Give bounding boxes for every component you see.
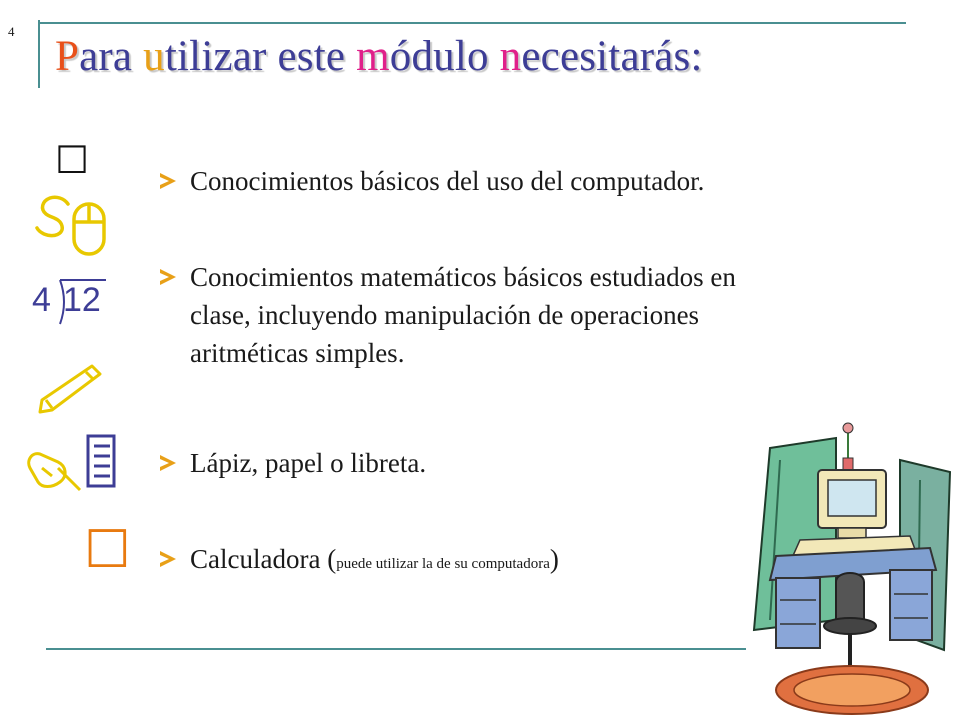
bullet-arrow-icon xyxy=(160,269,176,285)
list-item-line: Conocimientos matemáticos básicos estudiados en xyxy=(190,262,736,292)
writing-hand-notepad-icon xyxy=(22,432,118,496)
title-letter: n xyxy=(499,33,522,80)
title-text: ódulo xyxy=(389,33,500,80)
title-text: tilizar este xyxy=(164,33,357,80)
bullet-arrow-icon xyxy=(160,455,176,471)
divisor: 4 xyxy=(32,281,51,319)
title-rule-top xyxy=(38,22,906,24)
long-division-icon xyxy=(30,276,110,326)
missing-glyph-icon: ☐ xyxy=(55,138,90,182)
mouse-icon xyxy=(34,194,106,260)
list-item-line: aritméticas simples. xyxy=(190,338,405,368)
list-item xyxy=(160,444,426,482)
list-item-line: clase, incluyendo manipulación de operaciones xyxy=(190,300,700,330)
pencil-icon xyxy=(34,360,104,414)
title-rule-vertical xyxy=(38,20,40,88)
list-item-text: ) xyxy=(549,544,559,574)
title-text: ecesitarás: xyxy=(521,33,703,80)
dividend: 12 xyxy=(63,281,101,319)
title-letter: u xyxy=(143,33,165,80)
list-item xyxy=(160,162,704,200)
bullet-arrow-icon xyxy=(160,551,176,567)
list-item-text: Lápiz, papel o libreta. xyxy=(190,448,427,478)
title-text: ara xyxy=(79,33,144,80)
list-item xyxy=(160,258,736,372)
slide-title xyxy=(55,32,703,81)
title-letter: m xyxy=(356,33,390,80)
list-item xyxy=(160,540,559,583)
list-item-text: Conocimientos básicos del uso del computador. xyxy=(190,166,705,196)
slide-number: 4 xyxy=(8,24,15,39)
list-item-text: Calculadora ( xyxy=(190,544,337,574)
footer-rule xyxy=(46,648,746,650)
title-letter: P xyxy=(55,33,80,80)
computer-workstation-illustration xyxy=(740,420,960,720)
missing-glyph-icon: ☐ xyxy=(84,520,131,580)
list-item-note: puede utilizar la de su computadora xyxy=(336,556,550,572)
bullet-arrow-icon xyxy=(160,173,176,189)
